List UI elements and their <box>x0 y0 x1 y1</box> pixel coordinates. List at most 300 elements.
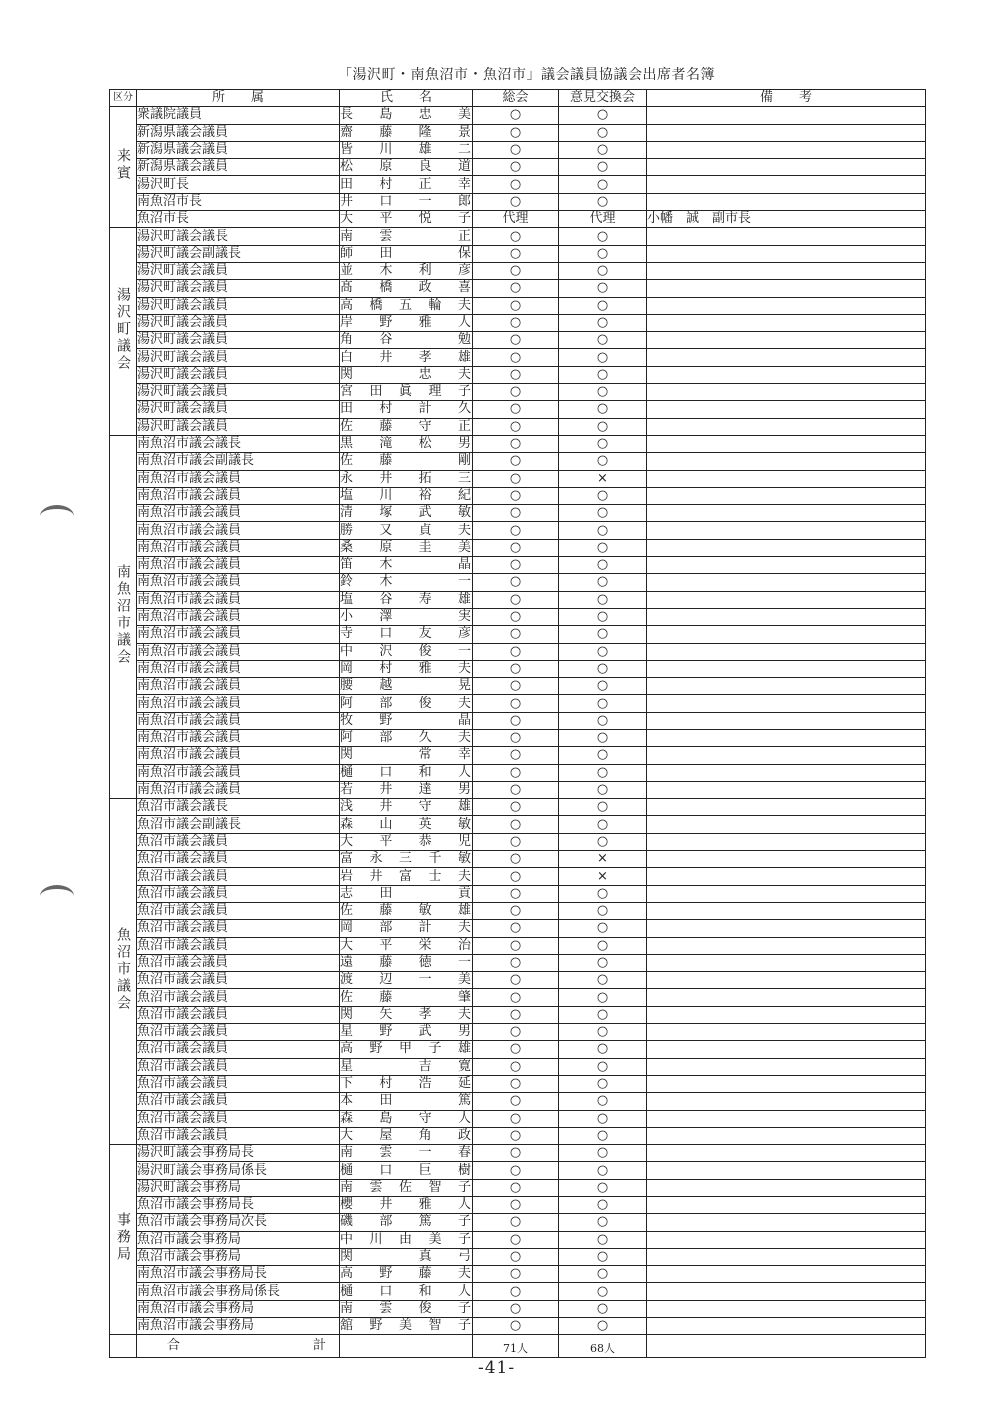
general-attendance-cell: ○ <box>473 764 559 781</box>
notes-cell <box>647 314 926 331</box>
table-row <box>110 505 926 522</box>
table-row <box>110 574 926 591</box>
name-cell: 塩川裕紀 <box>340 487 472 503</box>
header-general: 総会 <box>473 90 559 107</box>
exchange-attendance-cell: ○ <box>559 539 647 556</box>
exchange-attendance-cell: ○ <box>559 418 647 435</box>
header-affiliation: 所 属 <box>137 90 340 107</box>
notes-cell <box>647 695 926 712</box>
notes-cell <box>647 626 926 643</box>
general-attendance-cell: ○ <box>473 1093 559 1110</box>
notes-cell <box>647 401 926 418</box>
exchange-attendance-cell: ○ <box>559 608 647 625</box>
table-row <box>110 159 926 176</box>
name-cell: 関 忠夫 <box>340 366 472 382</box>
affiliation-cell: 新潟県議会議員 <box>137 124 340 141</box>
name-cell: 南雲一春 <box>340 1145 472 1161</box>
table-row <box>110 262 926 279</box>
affiliation-cell: 魚沼市議会議員 <box>137 1127 340 1144</box>
general-attendance-cell: ○ <box>473 124 559 141</box>
affiliation-cell: 湯沢町議会議員 <box>137 401 340 418</box>
table-row <box>110 764 926 781</box>
notes-cell <box>647 193 926 210</box>
exchange-attendance-cell: ○ <box>559 176 647 193</box>
table-row <box>110 937 926 954</box>
name-cell: 高野藤夫 <box>340 1266 472 1282</box>
table-row <box>110 1179 926 1196</box>
name-cell: 髙橋政喜 <box>340 280 472 296</box>
notes-cell <box>647 764 926 781</box>
affiliation-cell: 湯沢町議会事務局長 <box>137 1145 340 1162</box>
table-row <box>110 280 926 297</box>
general-attendance-cell: ○ <box>473 193 559 210</box>
table-row <box>110 1318 926 1335</box>
exchange-attendance-cell: ○ <box>559 349 647 366</box>
table-row <box>110 418 926 435</box>
name-cell: 森山英敏 <box>340 816 472 832</box>
name-cell: 中川由美子 <box>340 1231 472 1247</box>
notes-cell <box>647 366 926 383</box>
general-attendance-cell: ○ <box>473 401 559 418</box>
exchange-attendance-cell: ○ <box>559 1197 647 1214</box>
general-attendance-cell: ○ <box>473 557 559 574</box>
name-cell: 松原良道 <box>340 159 472 175</box>
name-cell: 岩井富士夫 <box>340 868 472 884</box>
affiliation-cell: 魚沼市議会議員 <box>137 902 340 919</box>
name-cell: 櫻井雅人 <box>340 1197 472 1213</box>
general-attendance-cell: ○ <box>473 591 559 608</box>
affiliation-cell: 魚沼市議会議員 <box>137 1075 340 1092</box>
table-row <box>110 833 926 850</box>
affiliation-cell: 湯沢町議会議員 <box>137 366 340 383</box>
name-cell: 白井孝雄 <box>340 349 472 365</box>
exchange-attendance-cell: ○ <box>559 1145 647 1162</box>
notes-cell <box>647 799 926 816</box>
header-group: 区分 <box>110 90 137 107</box>
general-attendance-cell: ○ <box>473 107 559 124</box>
affiliation-cell: 魚沼市議会事務局長 <box>137 1197 340 1214</box>
name-cell: 並木利彦 <box>340 263 472 279</box>
affiliation-cell: 魚沼市議会議員 <box>137 989 340 1006</box>
table-row <box>110 712 926 729</box>
exchange-attendance-cell: ○ <box>559 245 647 262</box>
name-cell: 岡村雅夫 <box>340 660 472 676</box>
exchange-attendance-cell: ○ <box>559 487 647 504</box>
general-attendance-cell: ○ <box>473 522 559 539</box>
exchange-attendance-cell: ○ <box>559 435 647 452</box>
table-body <box>110 107 926 1335</box>
name-cell: 富永三千敏 <box>340 851 472 867</box>
header-exchange: 意見交換会 <box>559 90 647 107</box>
table-row <box>110 1093 926 1110</box>
affiliation-cell: 南魚沼市議会議員 <box>137 522 340 539</box>
exchange-attendance-cell: ○ <box>559 902 647 919</box>
exchange-attendance-cell: × <box>559 851 647 868</box>
affiliation-cell: 南魚沼市議会議員 <box>137 626 340 643</box>
name-cell: 遠藤徳一 <box>340 954 472 970</box>
general-attendance-cell: ○ <box>473 1300 559 1317</box>
affiliation-cell: 湯沢町議会議員 <box>137 349 340 366</box>
general-attendance-cell: ○ <box>473 626 559 643</box>
exchange-attendance-cell: ○ <box>559 678 647 695</box>
table-row <box>110 522 926 539</box>
general-attendance-cell: ○ <box>473 280 559 297</box>
table-row <box>110 176 926 193</box>
name-cell: 樋口巨樹 <box>340 1162 472 1178</box>
exchange-attendance-cell: ○ <box>559 591 647 608</box>
general-attendance-cell: ○ <box>473 1214 559 1231</box>
total-spacer <box>110 1335 137 1358</box>
exchange-attendance-cell: ○ <box>559 193 647 210</box>
name-cell: 田村計久 <box>340 401 472 417</box>
punch-hole-mark <box>40 885 74 907</box>
general-attendance-cell: ○ <box>473 678 559 695</box>
attendee-table <box>109 89 926 1358</box>
affiliation-cell: 湯沢町議会議員 <box>137 297 340 314</box>
affiliation-cell: 南魚沼市議会議員 <box>137 557 340 574</box>
exchange-attendance-cell: ○ <box>559 401 647 418</box>
notes-cell <box>647 1283 926 1300</box>
exchange-attendance-cell: 代理 <box>559 211 647 228</box>
name-cell: 寺口友彦 <box>340 626 472 642</box>
general-attendance-cell: ○ <box>473 574 559 591</box>
general-attendance-cell: ○ <box>473 159 559 176</box>
exchange-attendance-cell: ○ <box>559 124 647 141</box>
notes-cell <box>647 453 926 470</box>
exchange-attendance-cell: ○ <box>559 159 647 176</box>
header-notes: 備 考 <box>647 90 926 107</box>
affiliation-cell: 魚沼市長 <box>137 211 340 228</box>
notes-cell <box>647 1248 926 1265</box>
affiliation-cell: 南魚沼市議会議員 <box>137 608 340 625</box>
exchange-attendance-cell: ○ <box>559 643 647 660</box>
table-row <box>110 297 926 314</box>
notes-cell <box>647 1127 926 1144</box>
notes-cell <box>647 262 926 279</box>
general-attendance-cell: ○ <box>473 747 559 764</box>
general-attendance-cell: ○ <box>473 418 559 435</box>
notes-cell <box>647 539 926 556</box>
notes-cell <box>647 1075 926 1092</box>
name-cell: 渡辺一美 <box>340 972 472 988</box>
general-attendance-cell: ○ <box>473 781 559 798</box>
exchange-attendance-cell: ○ <box>559 366 647 383</box>
affiliation-cell: 魚沼市議会事務局 <box>137 1248 340 1265</box>
general-attendance-cell: ○ <box>473 228 559 245</box>
table-row <box>110 626 926 643</box>
table-row <box>110 539 926 556</box>
affiliation-cell: 魚沼市議会議員 <box>137 1024 340 1041</box>
name-cell: 舘野美智子 <box>340 1318 472 1334</box>
name-cell: 磯部篤子 <box>340 1214 472 1230</box>
table-row <box>110 349 926 366</box>
table-row <box>110 643 926 660</box>
exchange-attendance-cell: ○ <box>559 557 647 574</box>
affiliation-cell: 南魚沼市議会副議長 <box>137 453 340 470</box>
table-row <box>110 747 926 764</box>
general-attendance-cell: ○ <box>473 141 559 158</box>
notes-cell <box>647 1058 926 1075</box>
general-attendance-cell: ○ <box>473 435 559 452</box>
exchange-attendance-cell: ○ <box>559 729 647 746</box>
exchange-attendance-cell: ○ <box>559 920 647 937</box>
affiliation-cell: 魚沼市議会議員 <box>137 868 340 885</box>
exchange-attendance-cell: ○ <box>559 1266 647 1283</box>
general-attendance-cell: 代理 <box>473 211 559 228</box>
affiliation-cell: 南魚沼市議会議員 <box>137 591 340 608</box>
general-attendance-cell: ○ <box>473 729 559 746</box>
group-label-text: 事務局 <box>115 1212 131 1264</box>
affiliation-cell: 南魚沼市議会議員 <box>137 729 340 746</box>
general-attendance-cell: ○ <box>473 1266 559 1283</box>
name-cell: 齋藤隆景 <box>340 124 472 140</box>
notes-cell <box>647 107 926 124</box>
exchange-attendance-cell: ○ <box>559 954 647 971</box>
table-row <box>110 124 926 141</box>
table-row <box>110 1127 926 1144</box>
affiliation-cell: 湯沢町議会事務局 <box>137 1179 340 1196</box>
notes-cell <box>647 1024 926 1041</box>
table-row <box>110 1041 926 1058</box>
general-attendance-cell: ○ <box>473 453 559 470</box>
table-row <box>110 228 926 245</box>
table-row <box>110 141 926 158</box>
notes-cell <box>647 591 926 608</box>
affiliation-cell: 魚沼市議会事務局次長 <box>137 1214 340 1231</box>
exchange-attendance-cell: ○ <box>559 1075 647 1092</box>
table-row <box>110 1024 926 1041</box>
exchange-attendance-cell: ○ <box>559 1127 647 1144</box>
affiliation-cell: 湯沢町議会議長 <box>137 228 340 245</box>
exchange-attendance-cell: × <box>559 470 647 487</box>
general-attendance-cell: ○ <box>473 1231 559 1248</box>
affiliation-cell: 魚沼市議会議員 <box>137 972 340 989</box>
notes-cell <box>647 1006 926 1023</box>
general-attendance-cell: ○ <box>473 470 559 487</box>
notes-cell <box>647 176 926 193</box>
table-row <box>110 695 926 712</box>
notes-cell <box>647 972 926 989</box>
table-row <box>110 851 926 868</box>
name-cell: 中沢俊一 <box>340 643 472 659</box>
general-attendance-cell: ○ <box>473 816 559 833</box>
affiliation-cell: 南魚沼市議会議員 <box>137 764 340 781</box>
notes-cell <box>647 1318 926 1335</box>
general-attendance-cell: ○ <box>473 349 559 366</box>
name-cell: 本田 篤 <box>340 1093 472 1109</box>
affiliation-cell: 衆議院議員 <box>137 107 340 124</box>
table-header-row <box>110 90 926 107</box>
table-row <box>110 816 926 833</box>
general-attendance-cell: ○ <box>473 1318 559 1335</box>
exchange-attendance-cell: ○ <box>559 107 647 124</box>
notes-cell <box>647 660 926 677</box>
notes-cell <box>647 557 926 574</box>
notes-cell <box>647 1041 926 1058</box>
name-cell: 阿部久夫 <box>340 730 472 746</box>
exchange-attendance-cell: ○ <box>559 228 647 245</box>
table-row <box>110 487 926 504</box>
table-row <box>110 781 926 798</box>
notes-cell <box>647 124 926 141</box>
table-row <box>110 332 926 349</box>
affiliation-cell: 魚沼市議会議員 <box>137 1058 340 1075</box>
general-attendance-cell: ○ <box>473 972 559 989</box>
exchange-attendance-cell: ○ <box>559 660 647 677</box>
affiliation-cell: 湯沢町議会議員 <box>137 280 340 297</box>
name-cell: 志田 貢 <box>340 885 472 901</box>
total-row <box>110 1335 926 1358</box>
general-attendance-cell: ○ <box>473 487 559 504</box>
exchange-attendance-cell: ○ <box>559 833 647 850</box>
group-label-text: 南魚沼市議会 <box>115 564 131 667</box>
notes-cell <box>647 868 926 885</box>
affiliation-cell: 湯沢町議会議員 <box>137 314 340 331</box>
notes-cell <box>647 920 926 937</box>
general-attendance-cell: ○ <box>473 608 559 625</box>
name-cell: 関 常幸 <box>340 747 472 763</box>
notes-cell <box>647 678 926 695</box>
affiliation-cell: 南魚沼市議会議員 <box>137 781 340 798</box>
name-cell: 岡部計夫 <box>340 920 472 936</box>
notes-cell <box>647 1179 926 1196</box>
table-row <box>110 1300 926 1317</box>
general-attendance-cell: ○ <box>473 1075 559 1092</box>
general-attendance-cell: ○ <box>473 314 559 331</box>
exchange-attendance-cell: ○ <box>559 297 647 314</box>
exchange-attendance-cell: ○ <box>559 937 647 954</box>
general-attendance-cell: ○ <box>473 1110 559 1127</box>
notes-cell <box>647 1231 926 1248</box>
affiliation-cell: 魚沼市議会議員 <box>137 1093 340 1110</box>
affiliation-cell: 魚沼市議会議員 <box>137 937 340 954</box>
general-attendance-cell: ○ <box>473 332 559 349</box>
table-row <box>110 1231 926 1248</box>
name-cell: 笛木 晶 <box>340 557 472 573</box>
exchange-attendance-cell: ○ <box>559 574 647 591</box>
table-row <box>110 1248 926 1265</box>
affiliation-cell: 南魚沼市議会議員 <box>137 574 340 591</box>
notes-cell: 小幡 誠 副市長 <box>647 211 926 228</box>
notes-cell <box>647 297 926 314</box>
affiliation-cell: 湯沢町議会議員 <box>137 262 340 279</box>
notes-cell <box>647 245 926 262</box>
notes-cell <box>647 712 926 729</box>
name-cell: 浅井守雄 <box>340 799 472 815</box>
table-row <box>110 660 926 677</box>
notes-cell <box>647 141 926 158</box>
name-cell: 森島守人 <box>340 1110 472 1126</box>
affiliation-cell: 魚沼市議会議員 <box>137 1110 340 1127</box>
name-cell: 長島忠美 <box>340 107 472 123</box>
name-cell: 黒滝松男 <box>340 436 472 452</box>
table-row <box>110 591 926 608</box>
table-row <box>110 989 926 1006</box>
name-cell: 星 吉寛 <box>340 1058 472 1074</box>
name-cell: 樋口和人 <box>340 1283 472 1299</box>
general-attendance-cell: ○ <box>473 1283 559 1300</box>
general-attendance-cell: ○ <box>473 176 559 193</box>
table-row <box>110 557 926 574</box>
table-row <box>110 453 926 470</box>
name-cell: 牧野 晶 <box>340 712 472 728</box>
name-cell: 大平栄治 <box>340 937 472 953</box>
affiliation-cell: 湯沢町長 <box>137 176 340 193</box>
general-attendance-cell: ○ <box>473 643 559 660</box>
exchange-attendance-cell: ○ <box>559 280 647 297</box>
affiliation-cell: 南魚沼市議会事務局 <box>137 1318 340 1335</box>
notes-cell <box>647 1162 926 1179</box>
affiliation-cell: 南魚沼市議会議長 <box>137 435 340 452</box>
exchange-attendance-cell: ○ <box>559 505 647 522</box>
table-row <box>110 314 926 331</box>
table-row <box>110 1162 926 1179</box>
name-cell: 井口一郎 <box>340 193 472 209</box>
exchange-attendance-cell: ○ <box>559 816 647 833</box>
name-cell: 角谷 勉 <box>340 332 472 348</box>
table-row <box>110 885 926 902</box>
table-row <box>110 868 926 885</box>
name-cell: 師田 保 <box>340 245 472 261</box>
notes-cell <box>647 349 926 366</box>
general-attendance-cell: ○ <box>473 1041 559 1058</box>
name-cell: 腰越 晃 <box>340 678 472 694</box>
name-cell: 若井達男 <box>340 782 472 798</box>
group-label <box>110 799 137 1145</box>
general-attendance-cell: ○ <box>473 539 559 556</box>
table-row <box>110 366 926 383</box>
affiliation-cell: 新潟県議会議員 <box>137 141 340 158</box>
table-row <box>110 193 926 210</box>
name-cell: 下村浩延 <box>340 1076 472 1092</box>
exchange-attendance-cell: ○ <box>559 781 647 798</box>
affiliation-cell: 魚沼市議会議員 <box>137 1006 340 1023</box>
general-attendance-cell: ○ <box>473 245 559 262</box>
notes-cell <box>647 332 926 349</box>
table-row <box>110 902 926 919</box>
general-attendance-cell: ○ <box>473 885 559 902</box>
table-row <box>110 678 926 695</box>
table-row <box>110 1214 926 1231</box>
notes-cell <box>647 574 926 591</box>
notes-cell <box>647 470 926 487</box>
group-label <box>110 107 137 228</box>
name-cell: 南雲 正 <box>340 228 472 244</box>
notes-cell <box>647 159 926 176</box>
name-cell: 佐藤 肇 <box>340 989 472 1005</box>
exchange-attendance-cell: ○ <box>559 885 647 902</box>
name-cell: 鈴木 一 <box>340 574 472 590</box>
general-attendance-cell: ○ <box>473 989 559 1006</box>
affiliation-cell: 魚沼市議会議員 <box>137 851 340 868</box>
notes-cell <box>647 885 926 902</box>
exchange-attendance-cell: ○ <box>559 1058 647 1075</box>
name-cell: 佐藤 剛 <box>340 453 472 469</box>
table-row <box>110 211 926 228</box>
notes-cell <box>647 608 926 625</box>
general-attendance-cell: ○ <box>473 297 559 314</box>
notes-cell <box>647 747 926 764</box>
affiliation-cell: 南魚沼市議会議員 <box>137 747 340 764</box>
total-notes-cell <box>647 1335 926 1358</box>
total-label-text: 合 計 <box>167 1338 387 1354</box>
notes-cell <box>647 1214 926 1231</box>
general-attendance-cell: ○ <box>473 262 559 279</box>
header-name: 氏 名 <box>340 90 473 107</box>
notes-cell <box>647 487 926 504</box>
exchange-attendance-cell: ○ <box>559 1231 647 1248</box>
exchange-attendance-cell: ○ <box>559 1041 647 1058</box>
